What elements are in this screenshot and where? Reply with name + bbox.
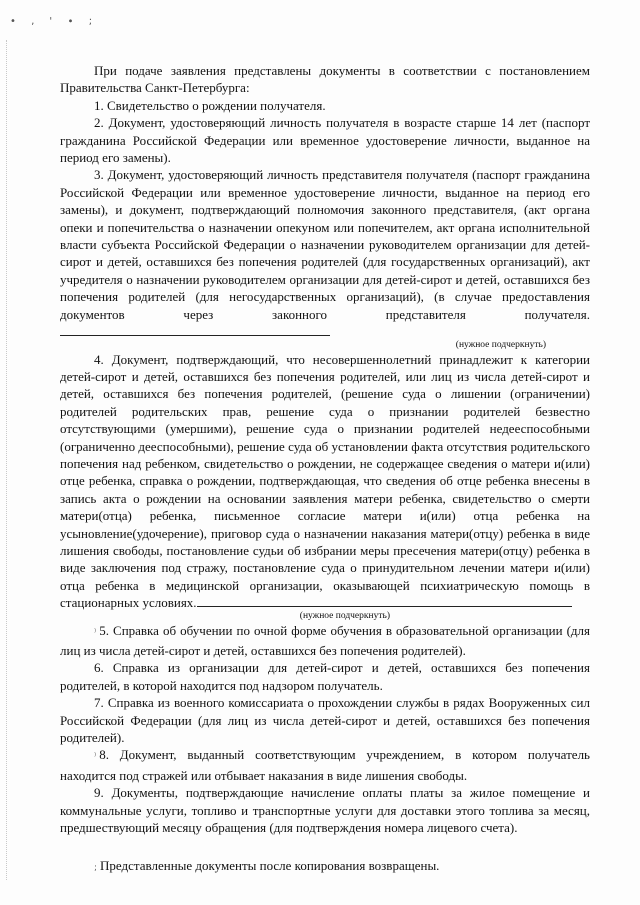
item-3-note: (нужное подчеркнуть) xyxy=(455,339,546,350)
spacer xyxy=(60,836,590,857)
returned-statement xyxy=(60,857,590,877)
fill-line[interactable] xyxy=(60,324,330,336)
item-4 xyxy=(60,351,590,612)
item-9: 9. Документы, подтверждающие начисление оплаты платы за жилое помещение и коммунальные услуги, топливо и транспортные услуги для доставки этого топлива за месяц, предшествующий месяцу обращения (для подтверждения номера лицевого счета). xyxy=(60,785,590,836)
item-5-text: 5. Справка об обучении по очной форме обучения в образовательной организации (для лиц из числа детей-сирот и детей, оставшихся без попечения родителей). xyxy=(60,622,590,658)
scan-mark: ⁾ xyxy=(94,627,97,638)
intro-paragraph: При подаче заявления представлены документы в соответствии с постановлением Правительства Санкт-Петербурга: xyxy=(60,63,590,96)
item-7: 7. Справка из военного комиссариата о прохождении службы в рядах Вооруженных сил Российской Федерации (для лиц из числа детей-сирот и детей, оставшихся без попечения родителей). xyxy=(60,695,590,746)
item-8 xyxy=(60,746,590,784)
item-6: 6. Справка из организации для детей-сирот и детей, оставшихся без попечения родителей, в которой находится под надзором получатель. xyxy=(60,660,590,693)
fill-line[interactable] xyxy=(197,595,572,607)
item-3-text: 3. Документ, удостоверяющий личность представителя получателя (паспорт гражданина Российской Федерации или временное удостоверение личности, выданное на период его замены), и документ, подтверждающий полномочия законного представителя, (акт органа опеки и попечительства о назначении опекуном или попечителем, акт органа исполнительной власти субъекта Российской Федерации о назначении руководителем организации для детей-сирот и детей, оставшихся без попечения родителей (для государственных организаций), акт учредителя о назначении руководителем организации для детей-сирот и детей, оставшихся без попечения родителей (для негосударственных организаций), (в случае предоставления документов через законного представителя получателя. xyxy=(60,167,590,322)
item-5 xyxy=(60,622,590,660)
item-4-text: 4. Документ, подтверждающий, что несовершеннолетний принадлежит к категории детей-сирот и детей, оставшихся без попечения родителей, или лиц из числа детей-сирот и детей, оставшихся без попечения родителей, (решение суда о лишении (ограничении) родителей родительских прав, решение суда о признании родителей безвестно отсутствующими (умершими), решение суда о признании родителей недееспособными (ограниченно дееспособными), решение суда об установлении факта отсутствия родительского попечения над ребенком, свидетельство о рождении, не содержащее сведения о матери и(или) отце ребенка, справка о рождении, подтверждающая, что сведения об отце ребенка внесены в запись акта о рождении на основании заявления матери ребенка, свидетельство о смерти матери(отца) ребенка, письменное согласие матери и(или) отца ребенка на усыновление(удочерение), приговор суда о назначении наказания матери(отцу) ребенка в виде лишения свободы, постановление судьи об избрании меры пресечения матери(отцу) ребенка в виде заключения под стражу, постановление суда о принудительном лечении матери и(или) отца ребенка в медицинской организации, оказывающей психиатрическую помощь в стационарных условиях. xyxy=(60,351,590,611)
scan-edge xyxy=(6,40,8,880)
item-1: 1. Свидетельство о рождении получателя. xyxy=(94,97,326,113)
scan-mark: ⁾ xyxy=(94,752,97,763)
returned-text: Представленные документы после копирования возвращены. xyxy=(100,858,440,874)
item-4-note: (нужное подчеркнуть) xyxy=(299,610,390,621)
scan-mark: ; xyxy=(94,863,98,874)
document-body xyxy=(60,62,590,878)
item-3 xyxy=(60,166,590,340)
item-8-text: 8. Документ, выданный соответствующим учреждением, в котором получатель находится под стражей или отбывает наказания в виде лишения свободы. xyxy=(60,747,590,783)
scan-specks: • ‚ ' ∙ ; xyxy=(10,16,99,27)
item-2: 2. Документ, удостоверяющий личность получателя в возрасте старше 14 лет (паспорт гражданина Российской Федерации или временное удостоверение личности, выданное на период его замены). xyxy=(60,115,590,166)
